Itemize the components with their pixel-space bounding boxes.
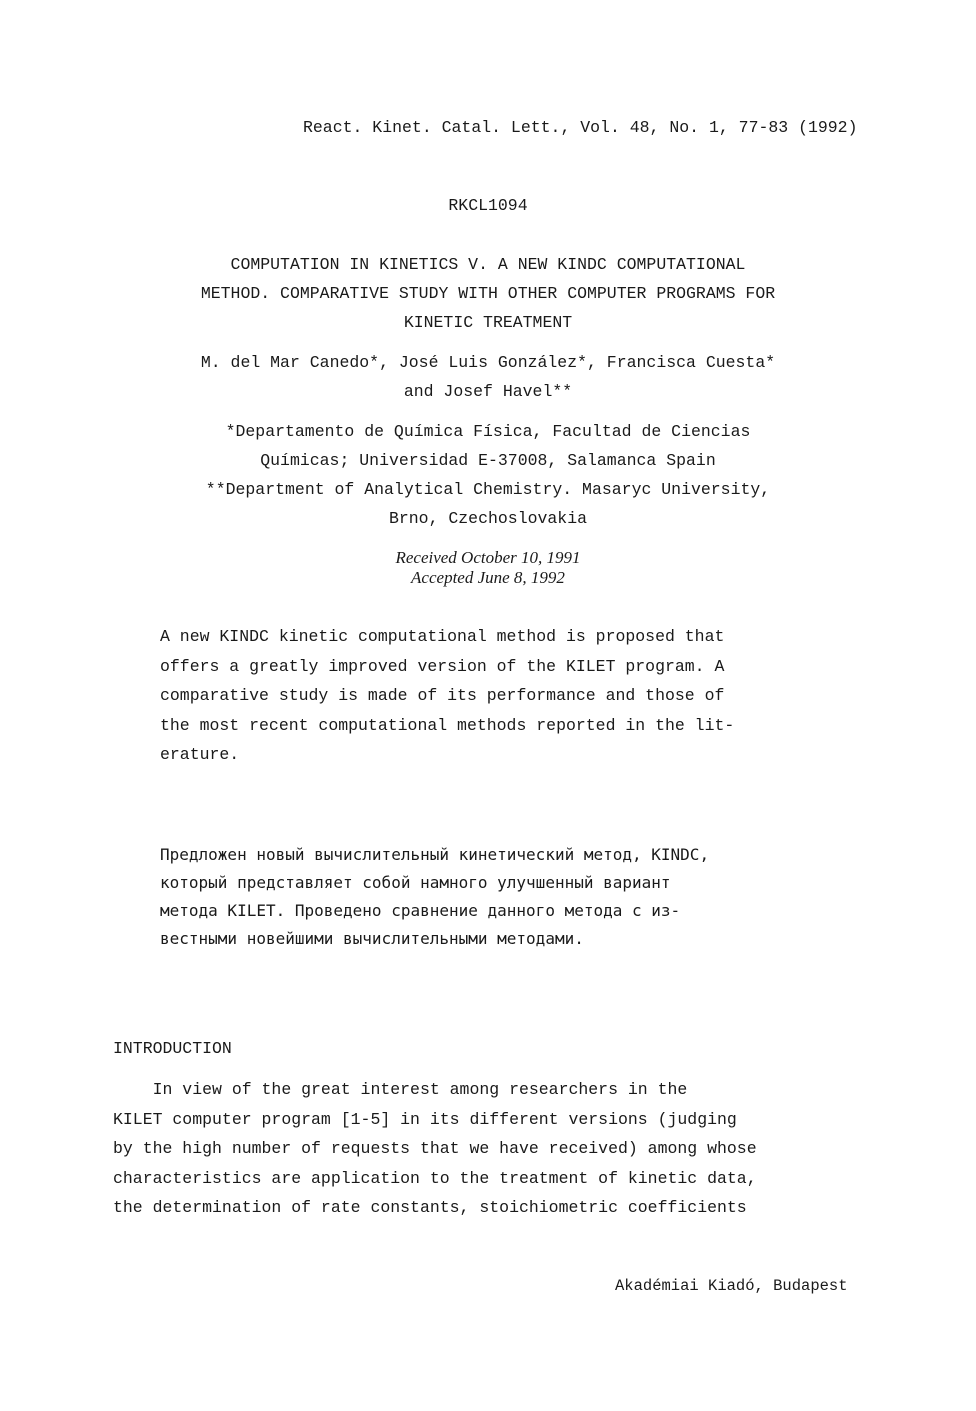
title-line-1: COMPUTATION IN KINETICS V. A NEW KINDC COMPUTATIONAL <box>230 255 746 274</box>
citation: React. Kinet. Catal. Lett., Vol. 48, No. 1, 77-83 (1992) <box>303 118 858 137</box>
introduction-body <box>113 1075 757 1223</box>
abstract-english <box>160 622 734 770</box>
abstract-en-line: A new KINDC kinetic computational method is proposed that <box>160 627 725 646</box>
affiliation-line-1: *Departamento de Química Física, Facultad de Ciencias <box>225 422 751 441</box>
intro-line: by the high number of requests that we have received) among whose <box>113 1139 757 1158</box>
abstract-en-line: comparative study is made of its performance and those of <box>160 686 725 705</box>
abstract-en-line: the most recent computational methods reported in the lit- <box>160 715 735 735</box>
author-line-1: M. del Mar Canedo*, José Luis González*, Francisca Cuesta* <box>200 353 776 372</box>
accepted-date: Accepted June 8, 1992 <box>411 568 565 587</box>
affiliation-line-2: Químicas; Universidad E-37008, Salamanca Spain <box>260 451 716 470</box>
abstract-russian <box>160 841 709 953</box>
title-line-2: METHOD. COMPARATIVE STUDY WITH OTHER COMPUTER PROGRAMS FOR <box>200 284 776 303</box>
abstract-ru-line: Предложен новый вычислительный кинетический метод, KINDC, <box>160 845 710 864</box>
abstract-ru-line: метода KILET. Проведено сравнение данного метода с из- <box>160 901 681 920</box>
author-line-2: and Josef Havel** <box>403 382 573 401</box>
affiliation-line-3: **Department of Analytical Chemistry. Masaryc University, <box>205 480 771 499</box>
title-line-3: KINETIC TREATMENT <box>403 313 573 332</box>
abstract-ru-line: который представляет собой намного улучшенный вариант <box>160 873 671 892</box>
abstract-ru-line: вестными новейшими вычислительными методами. <box>160 929 584 948</box>
abstract-en-line: erature. <box>160 745 240 764</box>
section-heading-introduction: INTRODUCTION <box>113 1039 232 1058</box>
affiliation-line-4: Brno, Czechoslovakia <box>388 509 588 528</box>
intro-line: KILET computer program [1-5] in its different versions (judging <box>113 1109 737 1129</box>
intro-line: characteristics are application to the treatment of kinetic data, <box>113 1168 757 1188</box>
abstract-en-line: offers a greatly improved version of the KILET program. A <box>160 656 725 676</box>
publisher-footer: Akadémiai Kiadó, Budapest <box>615 1277 848 1295</box>
intro-line: the determination of rate constants, stoichiometric coefficients <box>113 1198 747 1217</box>
manuscript-code: RKCL1094 <box>448 196 528 215</box>
intro-line: In view of the great interest among researchers in the <box>113 1080 688 1099</box>
received-date: Received October 10, 1991 <box>395 548 581 567</box>
